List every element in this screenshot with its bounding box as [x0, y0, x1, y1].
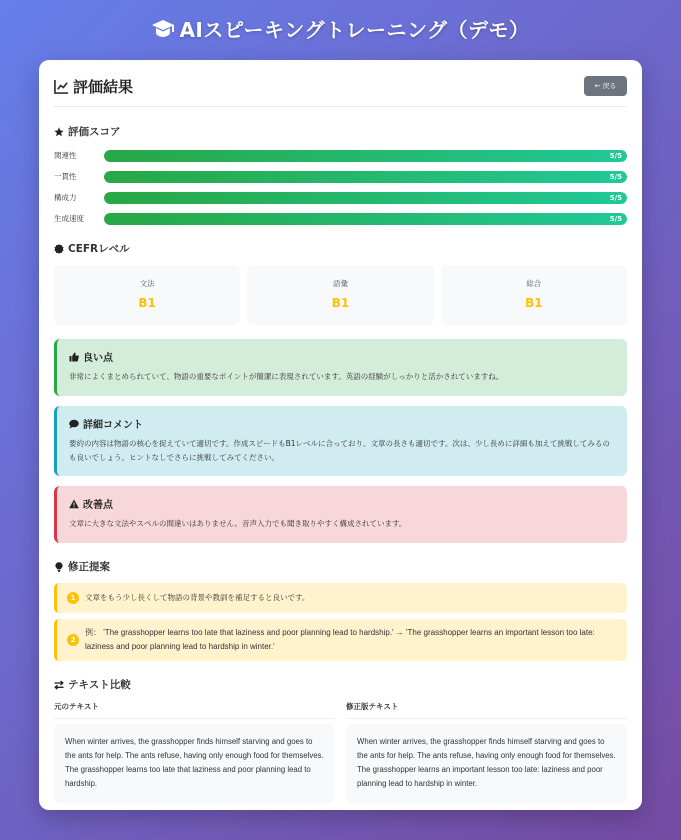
- page-title-text: 評価結果: [73, 77, 134, 96]
- score-label: 生成速度: [54, 214, 84, 223]
- good-points-alert: [54, 339, 627, 396]
- score-row-coherence: [54, 166, 627, 187]
- suggestion-text: 例： 'The grasshopper learns too late that laziness and poor planning lead to hardship.' → 'The grasshopper learns an important lesson too late: laziness and poor planning lead to hardship in winter.': [85, 628, 595, 651]
- detail-comment-alert: [54, 406, 627, 476]
- score-section: [54, 124, 627, 229]
- graduation-cap-icon: [151, 19, 175, 39]
- certificate-icon: [54, 244, 64, 254]
- score-bar: [104, 192, 627, 204]
- improvements-alert: [54, 486, 627, 543]
- score-bar-fill: 5/5: [104, 192, 627, 204]
- exchange-icon: [54, 680, 64, 690]
- detail-comment-title: [69, 416, 615, 431]
- original-text-label: 元のテキスト: [54, 701, 335, 719]
- score-row-structure: [54, 187, 627, 208]
- cefr-label: 文法: [139, 279, 155, 288]
- cefr-box-grammar: [54, 265, 240, 325]
- warning-icon: [69, 499, 79, 509]
- score-bar-fill: 5/5: [104, 171, 627, 183]
- cefr-value: B1: [331, 296, 350, 310]
- cefr-grid: [54, 265, 627, 325]
- score-section-title: [54, 124, 627, 139]
- suggestion-number: 1: [67, 592, 79, 604]
- detail-comment-text: 要約の内容は物語の核心を捉えていて適切です。作成スピードもB1レベルに合っており、文章の長さも適切です。次は、少し長めに詳細も加えて挑戦してみるのも良いでしょう。ヒントなしでさらに挑戦してみてください。: [69, 439, 610, 462]
- score-bar-fill: 5/5: [104, 150, 627, 162]
- revised-text-label: 修正版テキスト: [346, 701, 627, 719]
- improvements-text: 文章に大きな文法やスペルの間違いはありません。音声入力でも聞き取りやすく構成されています。: [69, 519, 407, 528]
- score-bar: [104, 171, 627, 183]
- good-points-title-text: 良い点: [83, 353, 113, 364]
- lightbulb-icon: [54, 562, 64, 572]
- score-section-title-text: 評価スコア: [68, 126, 121, 138]
- suggestion-number: 2: [67, 634, 79, 646]
- score-bar: [104, 150, 627, 162]
- original-text-column: [54, 701, 335, 803]
- star-icon: [54, 127, 64, 137]
- suggestion-item: [54, 583, 627, 613]
- score-label: 構成力: [54, 193, 77, 202]
- arrow-left-icon: ←: [594, 82, 601, 90]
- cefr-label: 総合: [526, 279, 542, 288]
- cefr-box-vocabulary: [247, 265, 433, 325]
- good-points-text: 非常によくまとめられていて、物語の重要なポイントが簡潔に表現されています。英語の経験がしっかりと活かされていますね。: [69, 372, 504, 381]
- cefr-value: B1: [525, 296, 543, 310]
- suggestion-item: [54, 619, 627, 661]
- page-title: [54, 76, 133, 97]
- app-title-text: AIスピーキングトレーニング（デモ）: [179, 18, 530, 42]
- cefr-box-overall: [441, 265, 627, 325]
- card-header: [54, 60, 627, 107]
- good-points-title: [69, 349, 615, 364]
- comparison-grid: [54, 701, 627, 803]
- revised-text-box: When winter arrives, the grasshopper finds himself starving and goes to the ants for help. The ants refuse, having only enough food for themselves. The grasshopper learns an important lesson too late: laziness and poor planning lead to hardship in winter.: [346, 724, 627, 803]
- cefr-section-title: [54, 241, 627, 256]
- back-button-label: 戻る: [602, 82, 617, 90]
- result-card: [39, 60, 642, 810]
- thumbs-up-icon: [69, 352, 79, 362]
- original-text-box: When winter arrives, the grasshopper finds himself starving and goes to the ants for help. The ants refuse, having only enough food for themselves. The grasshopper learns too late that laziness and poor planning lead to hardship.: [54, 724, 335, 803]
- comment-icon: [69, 419, 79, 429]
- suggestion-text: 文章をもう少し長くして物語の背景や教訓を補足すると良いです。: [85, 593, 310, 602]
- revised-text-column: [346, 701, 627, 803]
- score-row-speed: [54, 208, 627, 229]
- improvements-title-text: 改善点: [83, 500, 113, 511]
- score-label: 一貫性: [54, 172, 77, 181]
- suggestions-section-title-text: 修正提案: [68, 561, 110, 573]
- suggestions-section-title: [54, 559, 627, 574]
- chart-line-icon: [54, 79, 69, 94]
- improvements-title: [69, 496, 615, 511]
- cefr-label: 語彙: [332, 279, 348, 288]
- comparison-section-title: [54, 677, 627, 692]
- app-title: [0, 14, 681, 43]
- score-row-relevance: [54, 145, 627, 166]
- cefr-section-title-text: CEFRレベル: [68, 243, 130, 255]
- detail-comment-title-text: 詳細コメント: [83, 420, 143, 431]
- score-bar: [104, 213, 627, 225]
- comparison-section-title-text: テキスト比較: [68, 679, 131, 691]
- back-button[interactable]: [584, 76, 627, 96]
- cefr-value: B1: [138, 296, 156, 310]
- score-bar-fill: 5/5: [104, 213, 627, 225]
- score-label: 関連性: [54, 151, 77, 160]
